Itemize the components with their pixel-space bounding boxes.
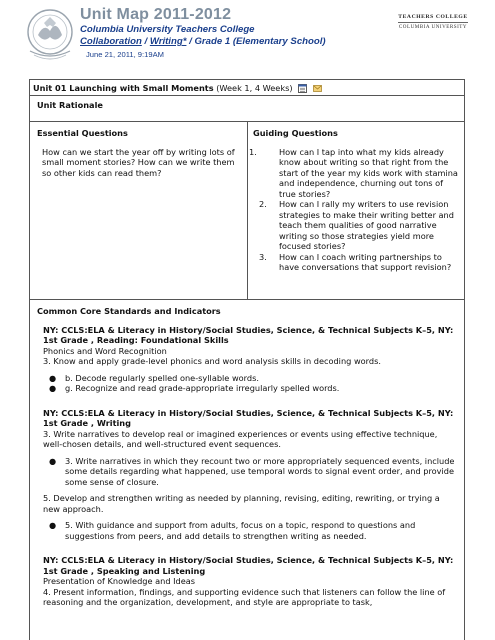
breadcrumb-collaboration-link[interactable]: Collaboration bbox=[80, 36, 142, 47]
unit-header-row bbox=[30, 80, 464, 96]
school-name: Columbia University Teachers College bbox=[80, 24, 255, 35]
timestamp: June 21, 2011, 9:19AM bbox=[86, 50, 164, 59]
standard-description: 4. Present information, findings, and supporting evidence such that listeners can follow the line of reasoning and the organization, development, and style are appropriate to task, bbox=[43, 586, 446, 607]
essential-questions-text: How can we start the year off by writing lots of small moment stories? How can we write them so other kids can read them? bbox=[42, 146, 235, 178]
standard-subheading: Phonics and Word Recognition bbox=[43, 345, 167, 356]
standard-title: NY: CCLS:ELA & Literacy in History/Social Studies, Science, & Technical Subjects K–5, NY: 1st Grade , Speaking and Listening bbox=[43, 555, 454, 576]
guiding-question-item bbox=[253, 252, 459, 273]
common-core-section bbox=[30, 300, 464, 614]
logo-line-1: TEACHERS COLLEGE bbox=[398, 14, 468, 20]
essential-questions-heading: Essential Questions bbox=[37, 128, 128, 138]
indicator-text: b. Decode regularly spelled one-syllable words. bbox=[65, 372, 259, 383]
indicator-list bbox=[43, 520, 457, 541]
calendar-icon[interactable] bbox=[298, 84, 307, 93]
guiding-question-number: 3. bbox=[259, 251, 267, 262]
standard-title: NY: CCLS:ELA & Literacy in History/Social Studies, Science, & Technical Subjects K–5, NY: 1st Grade , Writing bbox=[43, 407, 454, 428]
bullet-icon: ● bbox=[49, 383, 57, 393]
college-seal-logo bbox=[22, 5, 78, 65]
bullet-icon: ● bbox=[49, 520, 57, 530]
indicator-item bbox=[43, 383, 457, 394]
indicator-item bbox=[43, 520, 457, 541]
logo-line-3 bbox=[398, 32, 468, 37]
questions-row bbox=[30, 122, 464, 300]
unit-rationale-section bbox=[30, 96, 464, 122]
standard-subheading: Presentation of Knowledge and Ideas bbox=[43, 576, 196, 586]
standard-block-speaking bbox=[37, 555, 457, 608]
page-header bbox=[0, 0, 495, 78]
bullet-icon: ● bbox=[49, 455, 57, 466]
indicator-text: 5. With guidance and support from adults, focus on a topic, respond to questions and suggestions from peers, and add details to strengthen writing as needed. bbox=[65, 520, 416, 541]
bullet-icon: ● bbox=[49, 372, 57, 383]
standard-title: NY: CCLS:ELA & Literacy in History/Social Studies, Science, & Technical Subjects K–5, NY: 1st Grade , Reading: Foundational Skills bbox=[43, 324, 454, 345]
guiding-questions-cell bbox=[248, 122, 464, 299]
unit-map-table bbox=[29, 79, 465, 640]
teachers-college-logo bbox=[398, 14, 468, 36]
breadcrumb-separator: / bbox=[186, 36, 195, 47]
breadcrumb-separator: / bbox=[141, 36, 150, 47]
guiding-question-text: How can I rally my writers to use revision strategies to make their writing better and teach them qualities of good narrative writing so those strategies yield more focused stories? bbox=[279, 199, 454, 251]
standard-block-reading bbox=[37, 325, 457, 394]
envelope-icon[interactable] bbox=[313, 84, 322, 93]
guiding-question-text: How can I tap into what my kids already know about writing so that right from the start of the year my kids work with stamina and independence, churning out tons of true stories? bbox=[279, 146, 458, 199]
guiding-question-item bbox=[249, 146, 459, 200]
guiding-question-item bbox=[253, 199, 459, 252]
breadcrumb-writing-link[interactable]: Writing* bbox=[149, 36, 187, 47]
indicator-list bbox=[43, 373, 457, 394]
essential-questions-cell bbox=[30, 122, 248, 299]
page-title: Unit Map 2011-2012 bbox=[80, 6, 232, 23]
guiding-questions-heading: Guiding Questions bbox=[253, 128, 338, 138]
guiding-question-text: How can I coach writing partnerships to have conversations that support revision? bbox=[279, 251, 452, 272]
unit-name: Unit 01 Launching with Small Moments bbox=[33, 83, 214, 93]
breadcrumb bbox=[80, 36, 326, 48]
indicator-text: g. Recognize and read grade-appropriate irregularly spelled words. bbox=[65, 383, 340, 393]
indicator-text: 3. Write narratives in which they recount two or more appropriately sequenced events, include some details regarding what happened, use temporal words to signal event order, and provide some sense of closure. bbox=[65, 455, 455, 487]
standard-block-writing bbox=[37, 408, 457, 542]
standard-description: 3. Write narratives to develop real or imagined experiences or events using effective technique, well-chosen details, and well-structured event sequences. bbox=[43, 428, 438, 449]
standard-description: 5. Develop and strengthen writing as needed by planning, revising, editing, rewriting, or trying a new approach. bbox=[43, 493, 440, 514]
indicator-item bbox=[43, 373, 457, 384]
indicator-list bbox=[43, 456, 457, 488]
guiding-question-number: 2. bbox=[259, 199, 267, 209]
unit-rationale-heading: Unit Rationale bbox=[37, 100, 103, 110]
standard-description: 3. Know and apply grade-level phonics and word analysis skills in decoding words. bbox=[43, 356, 381, 366]
unit-weeks: (Week 1, 4 Weeks) bbox=[216, 83, 293, 93]
guiding-question-number: 1. bbox=[249, 146, 257, 157]
breadcrumb-grade: Grade 1 (Elementary School) bbox=[194, 36, 326, 47]
common-core-heading: Common Core Standards and Indicators bbox=[37, 306, 221, 316]
logo-line-2: COLUMBIA UNIVERSITY bbox=[398, 24, 468, 31]
indicator-item bbox=[43, 456, 457, 488]
